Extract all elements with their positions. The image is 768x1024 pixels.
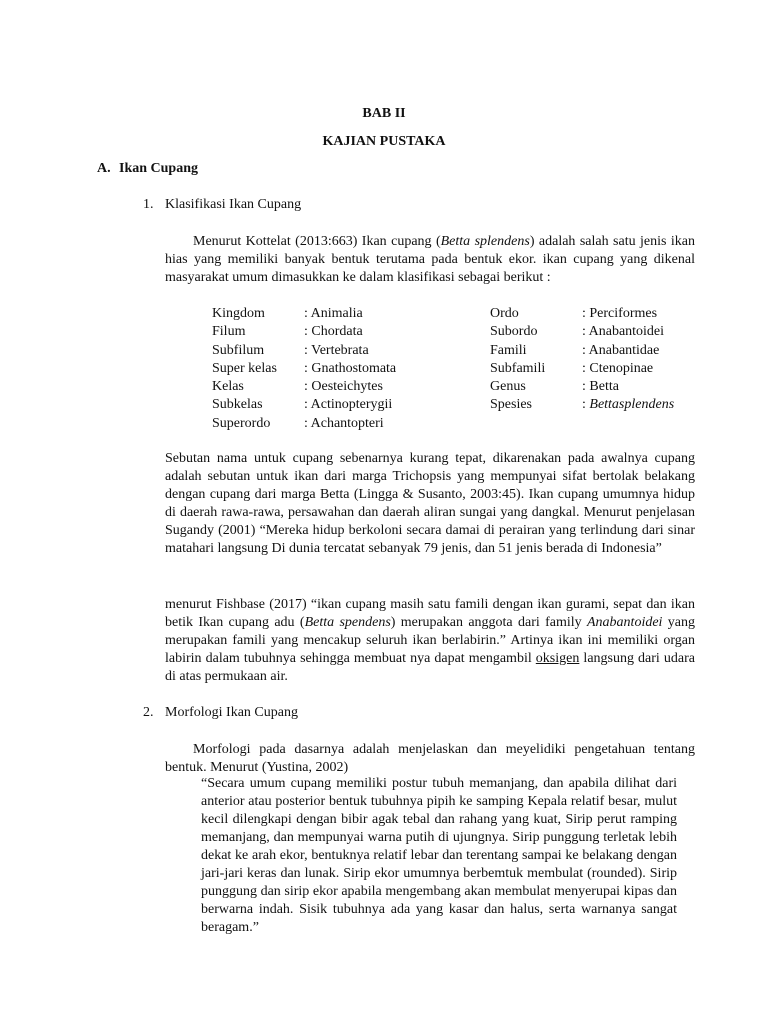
classification-value: : Achantopteri bbox=[304, 415, 384, 431]
classification-row bbox=[212, 360, 396, 378]
chapter-title: KAJIAN PUSTAKA bbox=[322, 134, 446, 149]
fishbase-text-4: langsung dari udara di atas permukaan air. bbox=[165, 651, 695, 684]
section-a-label: A. bbox=[97, 161, 111, 176]
classification-value: : Ctenopinae bbox=[582, 360, 654, 376]
classification-row bbox=[212, 378, 396, 396]
intro-species-name: Betta splendens bbox=[440, 234, 530, 249]
sebutan-paragraph: Sebutan nama untuk cupang sebenarnya kurang tepat, dikarenakan pada awalnya cupang adalah sebutan untuk ikan dari marga Trichopsis yang mempunyai sifat bertolak belakang dengan cupang dari marga Betta (Lingga & Susanto, 2003:45). Ikan cupang umumnya hidup di daerah rawa-rawa, persawahan dan daerah aliran sungai yang dangkal. Menurut penjelasan Sugandy (2001) “Mereka hidup berkoloni secara damai di perairan yang terlindung dari sinar matahari langsung Di dunia tercatat sebanyak 79 jenis, dan 51 jenis berada di Indonesia” bbox=[165, 451, 695, 556]
classification-row bbox=[212, 323, 396, 341]
classification-row bbox=[490, 323, 674, 341]
classification-row bbox=[212, 305, 396, 323]
classification-row bbox=[490, 360, 674, 378]
classification-key: Subordo bbox=[490, 324, 538, 340]
classification-row bbox=[490, 396, 674, 414]
classification-left-column bbox=[212, 305, 396, 433]
classification-value: : Betta bbox=[582, 379, 619, 395]
classification-key: Super kelas bbox=[212, 360, 277, 376]
subsection-2-heading bbox=[143, 704, 298, 722]
fishbase-paragraph bbox=[165, 596, 695, 686]
classification-key: Famili bbox=[490, 342, 527, 358]
classification-row bbox=[490, 342, 674, 360]
classification-value: : Gnathostomata bbox=[304, 360, 397, 376]
classification-row bbox=[212, 396, 396, 414]
classification-key: Superordo bbox=[212, 415, 271, 431]
classification-right-column bbox=[490, 305, 674, 415]
classification-key: Filum bbox=[212, 324, 246, 340]
section-a-title: Ikan Cupang bbox=[119, 161, 198, 176]
classification-row bbox=[490, 378, 674, 396]
morfologi-quote: “Secara umum cupang memiliki postur tubuh memanjang, dan apabila dilihat dari anterior atau posterior bentuk tubuhnya pipih ke samping Kepala relatif besar, mulut kecil dilengkapi dengan bibir agak tebal dan rahang yang kuat, Sirip perut ramping memanjang, dan mempunyai warna putih di ujungnya. Sirip punggung terletak lebih dekat ke arah ekor, bentuknya relatif lebar dan terentang sampai ke belakang dengan jari-jari keras dan lunak. Sirip ekor umumnya berbemtuk membulat (rounded). Sirip punggung dan sirip ekor apabila mengembang akan membulat menyerupai kipas dan berwarna indah. Sisik tubuhnya ada yang kasar dan halus, serta warnanya sangat beragam.” bbox=[201, 776, 677, 935]
fishbase-text-1: menurut Fishbase (2017) “ikan cupang masih satu famili dengan ikan gurami, sepat dan ikan betik Ikan cupang adu ( bbox=[165, 597, 695, 630]
classification-row bbox=[212, 415, 396, 433]
classification-value: : Perciformes bbox=[582, 306, 658, 321]
fishbase-species-name: Betta spendens bbox=[304, 615, 391, 630]
classification-key: Kelas bbox=[212, 379, 244, 395]
classification-value: : Animalia bbox=[304, 306, 363, 321]
classification-value: : Chordata bbox=[304, 324, 363, 340]
classification-row bbox=[212, 342, 396, 360]
classification-value: : Oesteichytes bbox=[304, 379, 383, 395]
fishbase-text-3: yang merupakan famili yang mencakup seluruh ikan berlabirin.” Artinya ikan ini memiliki organ labirin dalam tubuhnya sehingga membuat nya dapat mengambil bbox=[165, 615, 695, 666]
classification-row bbox=[490, 305, 674, 323]
morfologi-paragraph: Morfologi pada dasarnya adalah menjelaskan dan meyelidiki pengetahuan tentang bentuk. Menurut (Yustina, 2002) bbox=[165, 742, 695, 775]
classification-key: Subfilum bbox=[212, 342, 265, 358]
fishbase-family-name: Anabantoidei bbox=[587, 615, 663, 630]
classification-key: Ordo bbox=[490, 306, 519, 321]
classification-key: Genus bbox=[490, 379, 526, 395]
classification-value-prefix: : bbox=[582, 397, 590, 413]
intro-paragraph bbox=[165, 233, 695, 287]
subsection-1-heading bbox=[143, 196, 301, 214]
subsection-1-title: Klasifikasi Ikan Cupang bbox=[165, 197, 302, 212]
classification-key: Subkelas bbox=[212, 397, 263, 413]
classification-value: : Anabantidae bbox=[582, 342, 660, 358]
chapter-heading: BAB II bbox=[362, 106, 406, 121]
section-a-heading bbox=[97, 160, 198, 178]
subsection-2-number: 2. bbox=[143, 705, 154, 720]
subsection-2-title: Morfologi Ikan Cupang bbox=[165, 705, 298, 720]
classification-key: Subfamili bbox=[490, 360, 546, 376]
intro-text-2: ) adalah salah satu jenis ikan hias yang memiliki banyak bentuk terutama pada bentuk ekor. ikan cupang yang dikenal masyarakat umum dimasukkan ke dalam klasifikasi sebagai berikut : bbox=[165, 234, 695, 285]
classification-key: Kingdom bbox=[212, 306, 265, 321]
fishbase-text-2: ) merupakan anggota dari family bbox=[390, 615, 587, 630]
classification-value-species: Bettasplendens bbox=[589, 397, 675, 413]
classification-value: : Vertebrata bbox=[304, 342, 369, 358]
classification-value: : Anabantoidei bbox=[582, 324, 665, 340]
intro-text-1: Menurut Kottelat (2013:663) Ikan cupang ( bbox=[193, 234, 441, 249]
classification-key: Spesies bbox=[490, 397, 532, 413]
oksigen-link[interactable]: oksigen bbox=[535, 651, 580, 666]
classification-value: : Actinopterygii bbox=[304, 397, 393, 413]
subsection-1-number: 1. bbox=[143, 197, 154, 212]
